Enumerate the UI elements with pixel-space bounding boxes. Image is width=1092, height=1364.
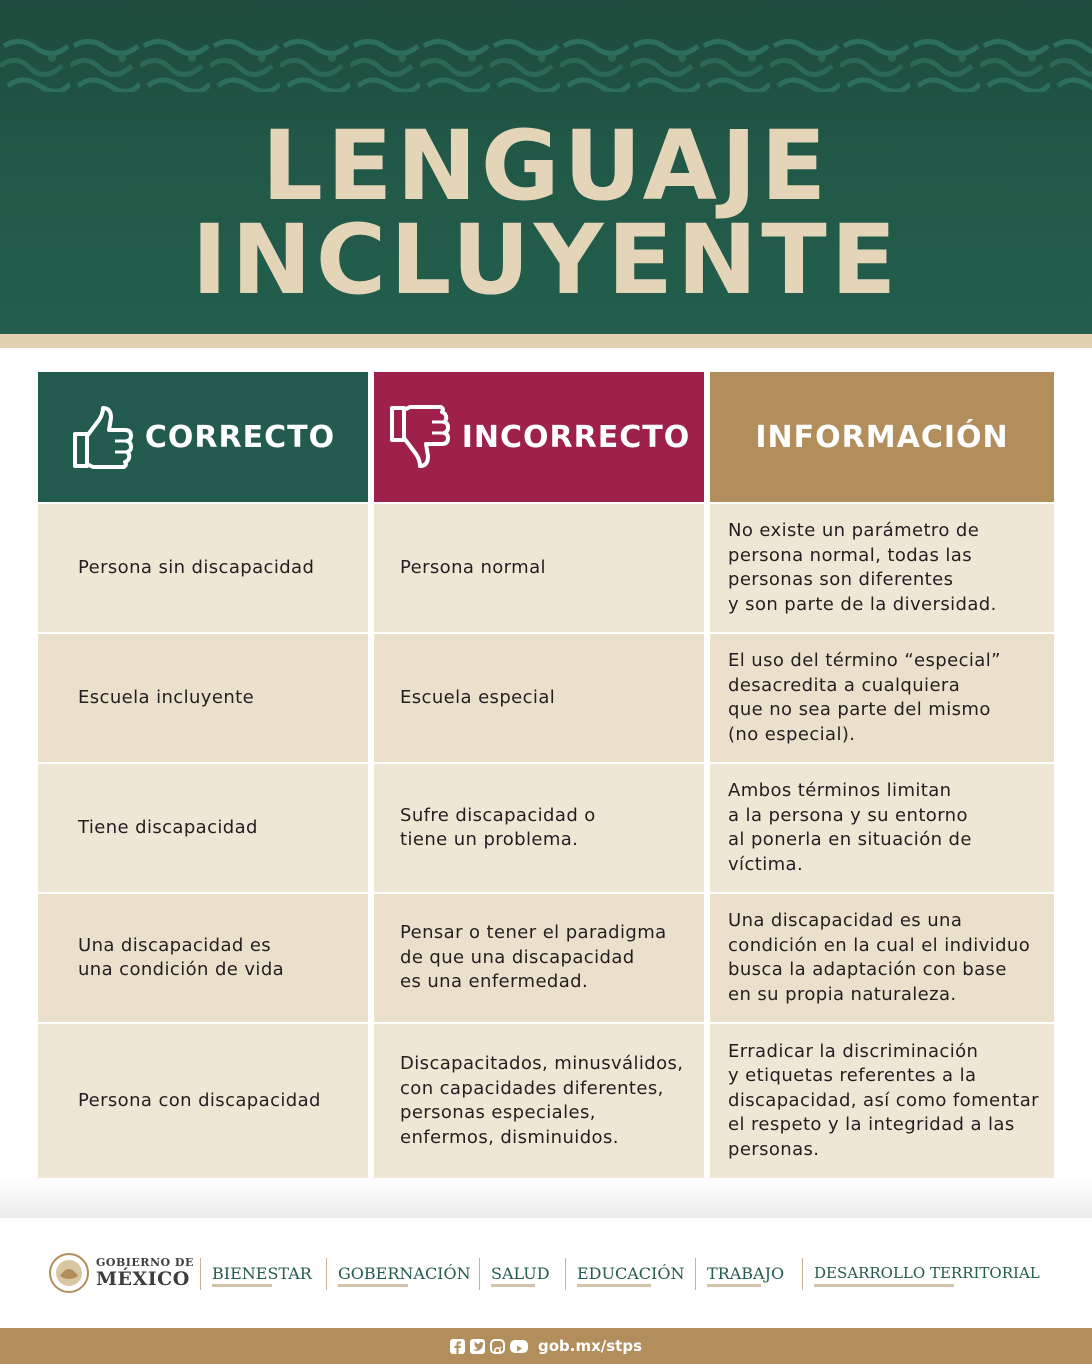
cell-correct: Tiene discapacidad <box>38 764 368 892</box>
agency-sub-line <box>577 1284 651 1287</box>
agency-sub-line <box>338 1284 408 1287</box>
column-header-correct <box>38 372 368 502</box>
column-label-info: INFORMACIÓN <box>755 419 1009 455</box>
logo-separator <box>326 1258 327 1290</box>
cell-incorrect: Discapacitados, minusválidos, con capacidades diferentes, personas especiales, enfermos, disminuidos. <box>374 1024 704 1178</box>
logo-separator <box>479 1258 480 1290</box>
decorative-pattern <box>0 36 1092 92</box>
logo-separator <box>695 1258 696 1290</box>
column-label-incorrect: INCORRECTO <box>461 419 691 455</box>
agency-sub-line <box>707 1284 761 1287</box>
agency-sub-line <box>212 1284 272 1287</box>
cell-incorrect: Persona normal <box>374 504 704 632</box>
cell-info: Una discapacidad es una condición en la cual el individuo busca la adaptación con base en su propia naturaleza. <box>710 894 1054 1022</box>
cell-info: Erradicar la discriminación y etiquetas referentes a la discapacidad, así como fomentar el respeto y la integridad a las personas. <box>710 1024 1054 1178</box>
page-title-line1: LENGUAJE <box>261 110 831 222</box>
cell-correct: Una discapacidad es una condición de vida <box>38 894 368 1022</box>
agency-sub-line <box>491 1284 535 1287</box>
header-banner <box>0 0 1092 334</box>
gob-logo-top: GOBIERNO DE <box>96 1256 194 1269</box>
twitter-icon[interactable] <box>470 1339 485 1354</box>
cell-info: Ambos términos limitan a la persona y su entorno al ponerla en situación de víctima. <box>710 764 1054 892</box>
cell-correct: Escuela incluyente <box>38 634 368 762</box>
column-header-incorrect <box>374 372 704 502</box>
cell-info: El uso del término “especial” desacredita a cualquiera que no sea parte del mismo (no especial). <box>710 634 1054 762</box>
cell-correct: Persona sin discapacidad <box>38 504 368 632</box>
agency-logo-educacion: EDUCACIÓN <box>577 1264 685 1283</box>
agency-logo-gobernacion: GOBERNACIÓN <box>338 1264 471 1283</box>
agency-logo-trabajo: TRABAJO <box>707 1264 785 1283</box>
social-icons <box>450 1339 528 1354</box>
thumbs-down-icon <box>388 404 452 470</box>
cell-correct: Persona con discapacidad <box>38 1024 368 1178</box>
cell-incorrect: Pensar o tener el paradigma de que una discapacidad es una enfermedad. <box>374 894 704 1022</box>
facebook-icon[interactable] <box>450 1339 465 1354</box>
cell-info: No existe un parámetro de persona normal, todas las personas son diferentes y son parte de la diversidad. <box>710 504 1054 632</box>
cell-incorrect: Escuela especial <box>374 634 704 762</box>
footer-shadow <box>0 1178 1092 1218</box>
column-header-info <box>710 372 1054 502</box>
agency-sub-line <box>814 1284 954 1287</box>
youtube-icon[interactable] <box>510 1340 528 1353</box>
agency-logo-bienestar: BIENESTAR <box>212 1264 312 1283</box>
page-title-line2: INCLUYENTE <box>191 204 901 316</box>
logo-separator <box>200 1258 201 1290</box>
website-link[interactable]: gob.mx/stps <box>537 1337 643 1355</box>
gob-logo-main: MÉXICO <box>96 1268 190 1290</box>
column-label-correct: CORRECTO <box>144 419 336 455</box>
footer-bar <box>0 1328 1092 1364</box>
logo-separator <box>802 1258 803 1290</box>
agency-logo-salud: SALUD <box>491 1264 550 1283</box>
coat-of-arms-icon <box>48 1252 90 1294</box>
agency-logo-desarrollo-territorial: DESARROLLO TERRITORIAL <box>814 1264 1040 1282</box>
instagram-icon[interactable] <box>490 1339 505 1354</box>
thumbs-up-icon <box>71 404 135 470</box>
logo-separator <box>565 1258 566 1290</box>
header-divider <box>0 334 1092 348</box>
cell-incorrect: Sufre discapacidad o tiene un problema. <box>374 764 704 892</box>
